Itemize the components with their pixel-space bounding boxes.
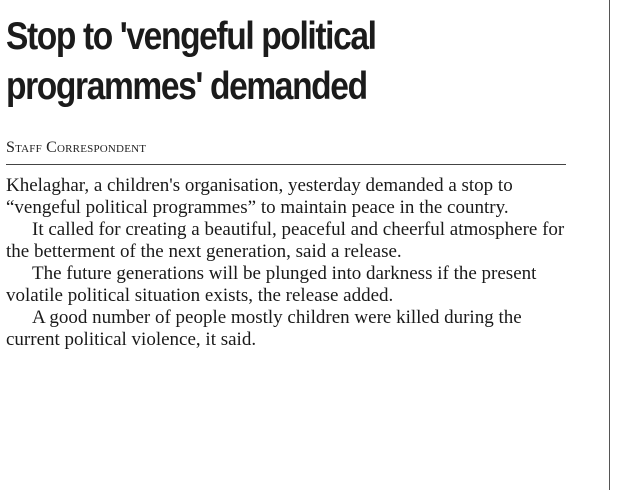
paragraph-2: It called for creating a beautiful, peaceful and cheerful atmosphere for the betterment of the next generation, said a release. [6,219,565,262]
byline: Staff Correspondent [6,139,147,156]
news-article [6,12,566,351]
byline-divider [6,164,566,165]
paragraph-1: Khelaghar, a children's organisation, yesterday demanded a stop to “vengeful political programmes” to maintain peace in the country. [6,175,513,218]
article-body [6,175,566,351]
paragraph-3: The future generations will be plunged into darkness if the present volatile political situation exists, the release added. [6,263,537,306]
headline-line-2: programmes' demanded [6,65,367,108]
headline-line-1: Stop to 'vengeful political [6,15,376,58]
column-divider [609,0,610,490]
paragraph-4: A good number of people mostly children were killed during the current political violence, it said. [6,307,522,350]
headline [6,12,556,112]
